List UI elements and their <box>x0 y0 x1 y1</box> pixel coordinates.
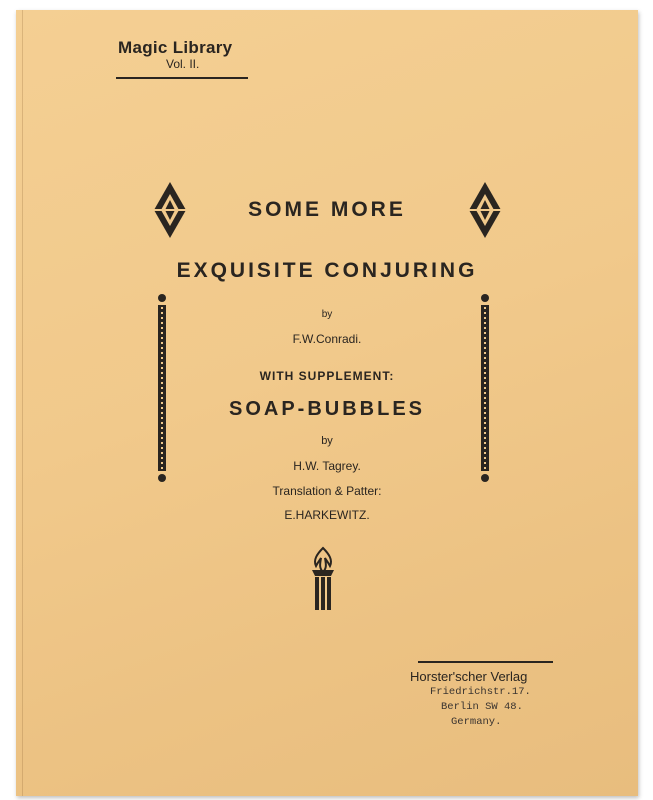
by-label: by <box>321 309 333 320</box>
series-volume: Vol. II. <box>166 57 200 71</box>
translator-name: E.HARKEWITZ. <box>284 508 370 522</box>
chain-border-icon <box>155 293 169 483</box>
publisher-rule <box>418 661 553 663</box>
title-line-2: EXQUISITE CONJURING <box>176 259 478 282</box>
book-cover <box>16 10 638 796</box>
torch-icon <box>307 546 339 612</box>
author-name: F.W.Conradi. <box>292 332 362 346</box>
translation-label: Translation & Patter: <box>272 484 382 498</box>
series-title: Magic Library <box>118 38 233 57</box>
by-label-2: by <box>321 435 333 447</box>
chain-border-icon <box>478 293 492 483</box>
series-underline <box>116 77 248 79</box>
publisher-street: Friedrichstr.17. <box>430 686 531 698</box>
publisher-country: Germany. <box>451 716 502 728</box>
supplement-title: SOAP-BUBBLES <box>228 398 425 420</box>
supplement-author: H.W. Tagrey. <box>293 459 361 473</box>
publisher-city: Berlin SW 48. <box>441 701 523 713</box>
title-line-1: SOME MORE <box>248 198 406 221</box>
supplement-label: WITH SUPPLEMENT: <box>259 369 395 383</box>
publisher-name: Horster'scher Verlag <box>410 669 528 684</box>
